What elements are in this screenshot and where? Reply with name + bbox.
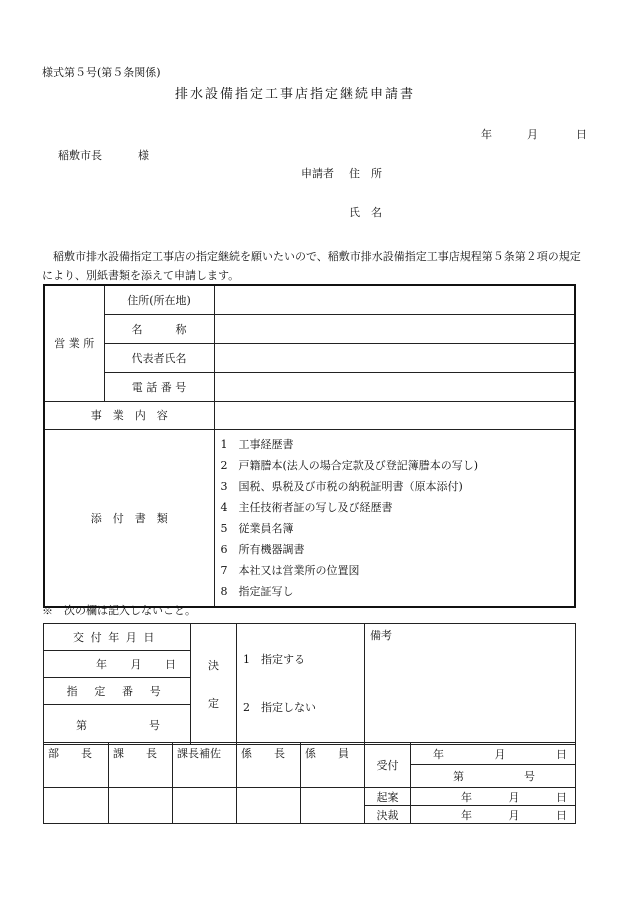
staff-subsection-chief: 係 長 <box>237 743 301 788</box>
attachment-item: 1 工事経歴書 <box>220 437 294 451</box>
staff-member: 係 員 <box>301 743 365 788</box>
staff-director: 部 長 <box>44 743 109 788</box>
representative-field[interactable] <box>214 343 575 372</box>
attachments-label: 添 付 書 類 <box>44 429 214 607</box>
attachments-list <box>214 429 575 607</box>
address-row-label: 住所(所在地) <box>104 285 214 314</box>
addressee: 稲敷市長 <box>58 149 102 162</box>
staff-assistant-chief: 課長補佐 <box>173 743 237 788</box>
attachment-item: 2 戸籍謄本(法人の場合定款及び登記簿謄本の写し) <box>220 458 479 472</box>
approval-label: 決裁 <box>365 806 411 824</box>
decision-designate[interactable]: 1 指定する <box>243 653 305 666</box>
business-label: 事 業 内 容 <box>44 401 214 429</box>
staff-director-seal[interactable] <box>44 788 109 824</box>
address-label: 住 所 <box>349 167 382 180</box>
phone-row-label: 電 話 番 号 <box>104 372 214 401</box>
office-use-table <box>43 623 576 745</box>
draft-date[interactable]: 年 月 日 <box>411 788 576 806</box>
designation-number-field[interactable]: 第 号 <box>44 705 191 745</box>
attachment-item: 8 指定証写し <box>220 584 294 598</box>
attachment-item: 4 主任技術者証の写し及び経歴書 <box>220 500 393 514</box>
date-month: 月 <box>527 128 538 141</box>
approval-date[interactable]: 年 月 日 <box>411 806 576 824</box>
issue-date-label: 交付年月日 <box>44 624 191 651</box>
draft-label: 起案 <box>365 788 411 806</box>
applicant-label: 申請者 <box>301 167 334 180</box>
address-field[interactable] <box>214 285 575 314</box>
phone-field[interactable] <box>214 372 575 401</box>
office-label: 営 業 所 <box>44 285 104 401</box>
representative-row-label: 代表者氏名 <box>104 343 214 372</box>
staff-section-chief-seal[interactable] <box>109 788 173 824</box>
company-name-field[interactable] <box>214 314 575 343</box>
staff-assistant-chief-seal[interactable] <box>173 788 237 824</box>
decision-not-designate[interactable]: 2 指定しない <box>243 701 316 714</box>
designation-number-label: 指 定 番 号 <box>44 678 191 705</box>
attachment-item: 3 国税、県税及び市税の納税証明書（原本添付) <box>220 479 463 493</box>
business-field[interactable] <box>214 401 575 429</box>
honorific: 様 <box>138 149 149 162</box>
name-row-label: 名 称 <box>104 314 214 343</box>
body-text: 稲敷市排水設備指定工事店の指定継続を願いたいので、稲敷市排水設備指定工事店規程第５条第２項の規定により、別紙書類を添えて申請します。 <box>42 250 581 282</box>
issue-date-field[interactable]: 年 月 日 <box>44 651 191 678</box>
received-number[interactable]: 第 号 <box>411 765 576 788</box>
received-date[interactable]: 年 月 日 <box>411 743 576 765</box>
staff-section-chief: 課 長 <box>109 743 173 788</box>
received-label: 受付 <box>365 743 411 788</box>
staff-member-seal[interactable] <box>301 788 365 824</box>
name-label: 氏 名 <box>349 206 382 219</box>
decision-label: 決 定 <box>191 624 237 745</box>
form-number: 様式第５号(第５条関係) <box>42 66 161 79</box>
staff-subsection-chief-seal[interactable] <box>237 788 301 824</box>
date-year: 年 <box>481 128 492 141</box>
remarks-cell <box>365 624 576 745</box>
form-title: 排水設備指定工事店指定継続申請書 <box>175 87 416 102</box>
date-day: 日 <box>576 128 587 141</box>
remarks-label: 備考 <box>370 629 392 642</box>
approval-table <box>43 742 576 824</box>
decision-options <box>237 624 365 745</box>
attachment-item: 7 本社又は営業所の位置図 <box>220 563 360 577</box>
application-table <box>43 284 576 608</box>
attachment-item: 5 従業員名簿 <box>220 521 294 535</box>
office-use-note: ※ 次の欄は記入しないこと。 <box>42 604 196 617</box>
attachment-item: 6 所有機器調書 <box>220 542 305 556</box>
